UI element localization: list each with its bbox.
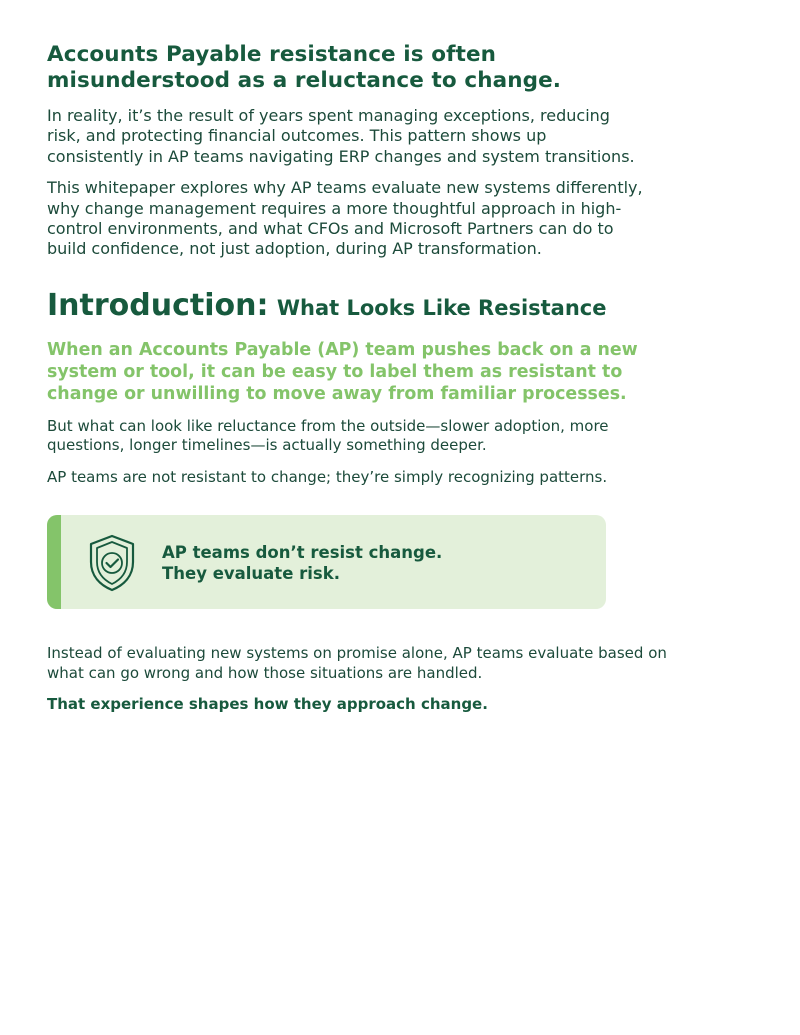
callout-box: [47, 515, 606, 609]
intro-paragraph-2: This whitepaper explores why AP teams evaluate new systems differently, why change management requires a more thoughtful approach in high-control environments, and what CFOs and Microsoft Partners can do to build confidence, not just adoption, during AP transformation.: [47, 178, 643, 259]
closing-bold-statement: That experience shapes how they approach change.: [47, 695, 488, 714]
shield-check-icon: [87, 534, 137, 592]
intro-paragraph-1: In reality, it’s the result of years spent managing exceptions, reducing risk, and protecting financial outcomes. This pattern shows up consistently in AP teams navigating ERP changes and system transitions.: [47, 106, 635, 166]
headline-line-2: misunderstood as a reluctance to change.: [47, 68, 562, 93]
section-lead: When an Accounts Payable (AP) team pushes back on a new system or tool, it can be easy to label them as resistant to change or unwilling to move away from familiar processes.: [47, 339, 638, 404]
callout-line-1: AP teams don’t resist change.: [162, 543, 443, 563]
section-heading-sub: What Looks Like Resistance: [276, 295, 607, 320]
callout-accent-bar: [47, 515, 61, 609]
section-paragraph-2: AP teams are not resistant to change; they’re simply recognizing patterns.: [47, 467, 608, 486]
headline-line-1: Accounts Payable resistance is often: [47, 42, 497, 67]
section-heading-main: Introduction:: [47, 287, 269, 323]
closing-paragraph: Instead of evaluating new systems on promise alone, AP teams evaluate based on what can go wrong and how those situations are handled.: [47, 644, 667, 682]
section-heading: [47, 289, 760, 325]
callout-text: [162, 542, 442, 584]
headline: [47, 42, 760, 94]
section-paragraph-1: But what can look like reluctance from the outside—slower adoption, more questions, longer timelines—is actually something deeper.: [47, 416, 609, 455]
callout-line-2: They evaluate risk.: [162, 564, 340, 584]
